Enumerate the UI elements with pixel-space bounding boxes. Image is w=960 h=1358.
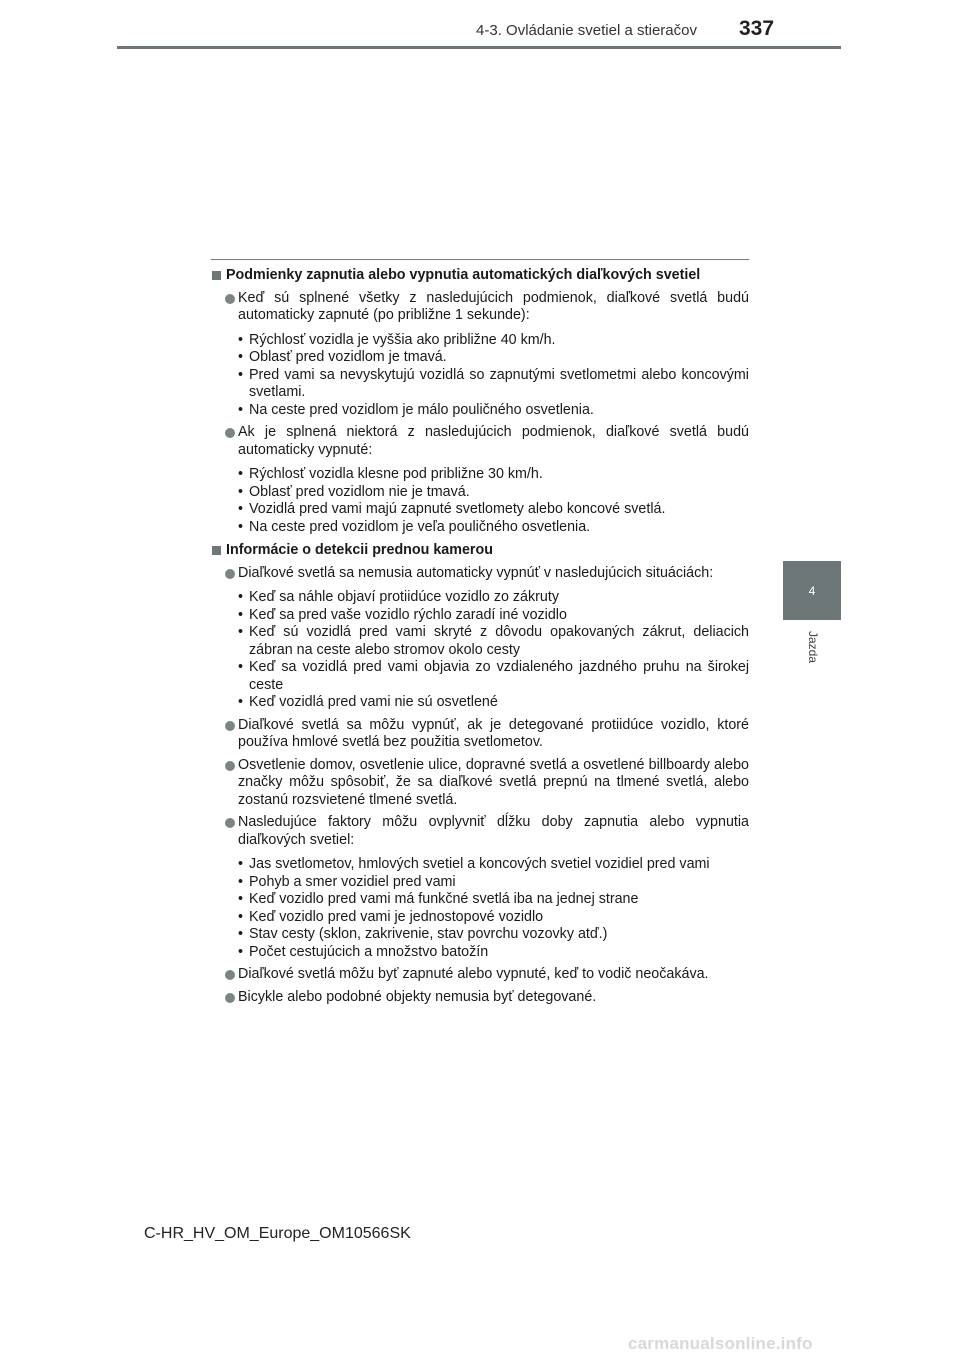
circle-bullet-icon — [225, 993, 235, 1003]
bullet-paragraph — [211, 290, 749, 325]
list-item-text: Pohyb a smer vozidiel pred vami — [249, 873, 456, 890]
list-item — [211, 926, 749, 944]
sub-list — [211, 332, 749, 420]
list-item-text: Keď vozidlo pred vami je jednostopové vozidlo — [249, 908, 544, 925]
list-item-text: Jas svetlometov, hmlových svetiel a koncových svetiel vozidiel pred vami — [249, 856, 710, 872]
bullet-text: Diaľkové svetlá sa môžu vypnúť, ak je detegované protiidúce vozidlo, ktoré používa hmlové svetlá bez použitia svetlometov. — [238, 716, 749, 750]
list-item — [211, 367, 749, 402]
dot-bullet-icon: • — [238, 891, 244, 907]
bullet-paragraph — [211, 717, 749, 752]
list-item-text: Keď sa pred vaše vozidlo rýchlo zaradí iné vozidlo — [249, 606, 567, 623]
list-item — [211, 589, 749, 607]
dot-bullet-icon: • — [238, 694, 244, 710]
list-item — [211, 891, 749, 909]
list-item-text: Keď sa náhle objaví protiidúce vozidlo zo zákruty — [249, 589, 559, 605]
dot-bullet-icon: • — [238, 466, 244, 482]
list-item — [211, 501, 749, 519]
sub-list — [211, 466, 749, 536]
sub-list — [211, 589, 749, 712]
list-item — [211, 332, 749, 350]
bullet-text: Ak je splnená niektorá z nasledujúcich podmienok, diaľkové svetlá budú automaticky vypnuté: — [238, 424, 749, 458]
list-item — [211, 349, 749, 367]
list-item-text: Keď vozidlá pred vami nie sú osvetlené — [249, 694, 498, 710]
bullet-text: Diaľkové svetlá môžu byť zapnuté alebo vypnuté, keď to vodič neočakáva. — [238, 966, 709, 982]
section-heading — [211, 542, 749, 560]
dot-bullet-icon: • — [238, 606, 244, 623]
section-heading — [211, 267, 749, 285]
chapter-label: Jazda — [806, 631, 820, 664]
watermark: carmanualsonline.info — [628, 1334, 813, 1353]
section-heading-text: Podmienky zapnutia alebo vypnutia automatických diaľkových svetiel — [226, 267, 701, 283]
section-title: 4-3. Ovládanie svetiel a stieračov — [476, 22, 697, 39]
dot-bullet-icon: • — [238, 624, 244, 640]
dot-bullet-icon: • — [238, 331, 244, 348]
list-item — [211, 856, 749, 874]
sub-list — [211, 856, 749, 961]
circle-bullet-icon — [225, 761, 235, 771]
list-item-text: Na ceste pred vozidlom je veľa pouličného osvetlenia. — [249, 518, 591, 535]
dot-bullet-icon: • — [238, 943, 244, 960]
dot-bullet-icon: • — [238, 926, 244, 942]
list-item — [211, 694, 749, 712]
list-item — [211, 402, 749, 420]
dot-bullet-icon: • — [238, 589, 244, 605]
bullet-text: Diaľkové svetlá sa nemusia automaticky vypnúť v nasledujúcich situáciách: — [238, 564, 714, 581]
dot-bullet-icon: • — [238, 483, 244, 500]
list-item-text: Stav cesty (sklon, zakrivenie, stav povrchu vozovky atď.) — [249, 926, 608, 942]
dot-bullet-icon: • — [238, 908, 244, 925]
dot-bullet-icon: • — [238, 873, 244, 890]
dot-bullet-icon: • — [238, 659, 244, 675]
bullet-text: Bicykle alebo podobné objekty nemusia byť detegované. — [238, 988, 597, 1005]
list-item — [211, 659, 749, 694]
bullet-paragraph — [211, 989, 749, 1007]
chapter-number: 4 — [808, 583, 816, 598]
square-bullet-icon — [212, 546, 221, 555]
list-item — [211, 624, 749, 659]
main-content — [211, 259, 749, 1006]
list-item-text: Pred vami sa nevyskytujú vozidlá so zapnutými svetlometmi alebo koncovými svetlami. — [249, 366, 749, 400]
bullet-paragraph — [211, 814, 749, 849]
circle-bullet-icon — [225, 428, 235, 438]
list-item — [211, 607, 749, 625]
header-divider — [117, 46, 841, 49]
bullet-text: Nasledujúce faktory môžu ovplyvniť dĺžku doby zapnutia alebo vypnutia diaľkových svetiel: — [238, 814, 749, 848]
dot-bullet-icon: • — [238, 401, 244, 418]
list-item-text: Keď sa vozidlá pred vami objavia zo vzdialeného jazdného pruhu na širokej ceste — [249, 659, 749, 693]
list-item-text: Oblasť pred vozidlom nie je tmavá. — [249, 483, 470, 500]
bullet-paragraph — [211, 565, 749, 583]
list-item — [211, 909, 749, 927]
dot-bullet-icon: • — [238, 856, 244, 872]
list-item-text: Oblasť pred vozidlom je tmavá. — [249, 349, 447, 365]
page-number: 337 — [739, 17, 775, 40]
document-code: C-HR_HV_OM_Europe_OM10566SK — [144, 1225, 411, 1242]
circle-bullet-icon — [225, 569, 235, 579]
circle-bullet-icon — [225, 970, 235, 980]
bullet-text: Keď sú splnené všetky z nasledujúcich podmienok, diaľkové svetlá budú automaticky zapnuté (po približne 1 sekunde): — [238, 289, 749, 323]
circle-bullet-icon — [225, 818, 235, 828]
section-heading-text: Informácie o detekcii prednou kamerou — [226, 542, 493, 558]
list-item-text: Keď sú vozidlá pred vami skryté z dôvodu opakovaných zákrut, deliacich zábran na ceste alebo stromov okolo cesty — [249, 624, 749, 658]
dot-bullet-icon: • — [238, 518, 244, 535]
list-item-text: Na ceste pred vozidlom je málo pouličného osvetlenia. — [249, 401, 594, 418]
chapter-tab — [783, 561, 841, 620]
list-item — [211, 519, 749, 537]
circle-bullet-icon — [225, 721, 235, 731]
bullet-paragraph — [211, 966, 749, 984]
circle-bullet-icon — [225, 294, 235, 304]
list-item-text: Rýchlosť vozidla klesne pod približne 30 km/h. — [249, 466, 543, 482]
list-item-text: Keď vozidlo pred vami má funkčné svetlá iba na jednej strane — [249, 891, 639, 907]
list-item-text: Počet cestujúcich a množstvo batožín — [249, 943, 489, 960]
list-item — [211, 944, 749, 962]
bullet-text: Osvetlenie domov, osvetlenie ulice, dopravné svetlá a osvetlené billboardy alebo značky môžu spôsobiť, že sa diaľkové svetlá prepnú na tlmené svetlá, alebo zostanú rozsvietené tlmené svetlá. — [238, 756, 749, 808]
bullet-paragraph — [211, 757, 749, 810]
list-item — [211, 874, 749, 892]
dot-bullet-icon: • — [238, 349, 244, 365]
list-item-text: Vozidlá pred vami majú zapnuté svetlomety alebo koncové svetlá. — [249, 501, 666, 517]
square-bullet-icon — [212, 271, 221, 280]
dot-bullet-icon: • — [238, 501, 244, 517]
bullet-paragraph — [211, 424, 749, 459]
dot-bullet-icon: • — [238, 366, 244, 383]
list-item — [211, 484, 749, 502]
list-item — [211, 466, 749, 484]
list-item-text: Rýchlosť vozidla je vyššia ako približne 40 km/h. — [249, 331, 556, 348]
